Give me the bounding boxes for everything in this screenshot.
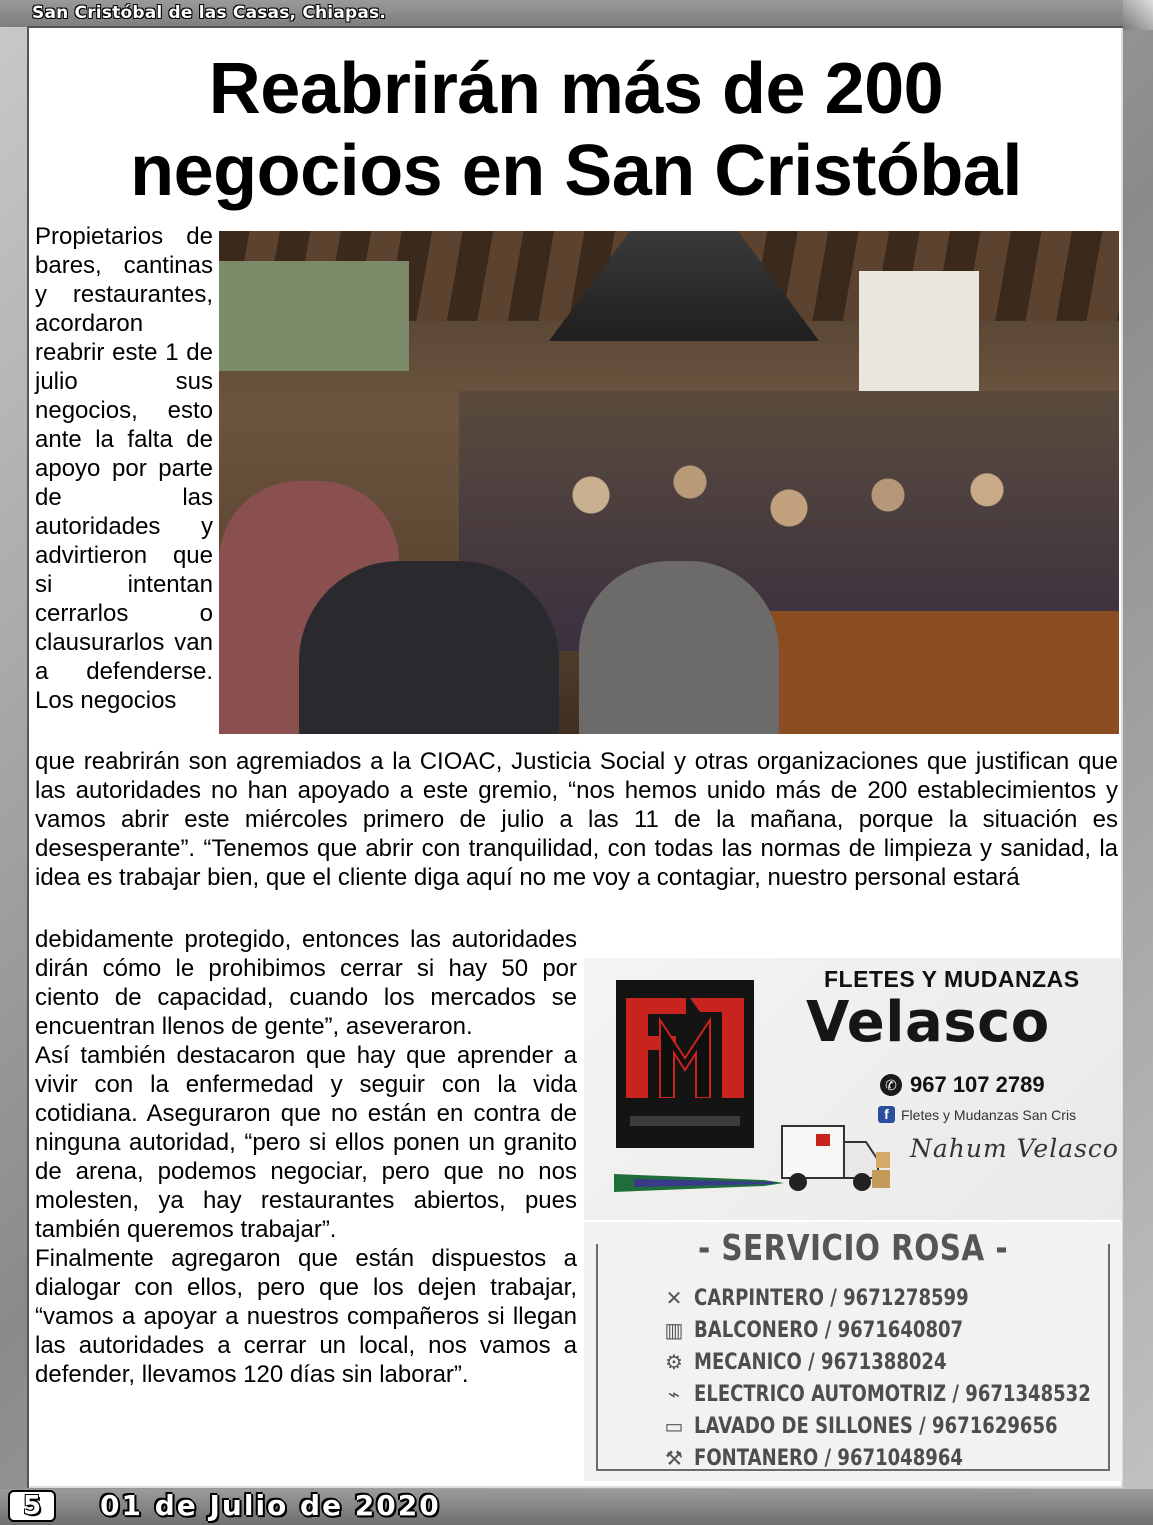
headline xyxy=(30,48,1122,212)
headline-line-1: Reabrirán más de 200 xyxy=(208,49,944,129)
article-column-full xyxy=(35,747,1118,892)
speed-lines-icon xyxy=(614,1170,784,1196)
rosa-service-item: ▭ LAVADO DE SILLONES / 9671629656 xyxy=(660,1410,1122,1442)
article-paragraph-quote: que reabrirán son agremiados a la CIOAC, Justicia Social y otras organizaciones que justifican que las autoridades no han apoyado a este gremio, “nos hemos unido más de 200 establecimientos y vamos abrir este miércoles primero de julio a las 11 de la mañana, porque la situación es desesperante”. “Tenemos que abrir con tranquilidad, con todas las normas de limpieza y sanidad, la idea es trabajar bien, que el cliente diga aquí no me voy a contagiar, nuestro personal estará xyxy=(35,748,1118,891)
velasco-facebook-row xyxy=(878,1106,1076,1123)
engine-icon: ⚙ xyxy=(665,1351,683,1374)
rosa-title: - SERVICIO ROSA - xyxy=(691,1228,1014,1269)
rosa-service-item: ⚒ FONTANERO / 9671048964 xyxy=(660,1442,1122,1474)
rosa-service-item: ⌁ ELECTRICO AUTOMOTRIZ / 9671348532 xyxy=(660,1378,1122,1410)
location-label: San Cristóbal de las Casas, Chiapas. xyxy=(32,3,387,23)
plumbing-icon: ⚒ xyxy=(665,1447,683,1470)
header-bar xyxy=(0,0,1153,27)
rosa-service-item: ▥ BALCONERO / 9671640807 xyxy=(660,1314,1122,1346)
tools-icon: ✕ xyxy=(665,1287,683,1310)
velasco-facebook: Fletes y Mudanzas San Cris xyxy=(901,1106,1077,1123)
rosa-service-item: ⚙ MECANICO / 9671388024 xyxy=(660,1346,1122,1378)
balcony-icon: ▥ xyxy=(664,1319,684,1342)
article-column-left xyxy=(35,925,577,1389)
velasco-phone: 967 107 2789 xyxy=(910,1072,1045,1097)
ad-fletes-velasco xyxy=(584,958,1122,1220)
velasco-logo xyxy=(616,980,754,1148)
whatsapp-icon: ✆ xyxy=(880,1074,902,1096)
truck-icon xyxy=(776,1112,896,1204)
velasco-brand: Velasco xyxy=(806,990,1050,1055)
article-paragraph-3: Así también destacaron que hay que aprender a vivir con la enfermedad y seguir con la vida cotidiana. Aseguraron que no están en contra de ninguna autoridad, “pero si ellos ponen un granito de arena, podemos negociar, pero que no nos molesten, ya hay restaurantes abiertos, pues también queremos trabajar”. xyxy=(35,1042,577,1243)
velasco-signature: Nahum Velasco xyxy=(910,1134,1119,1163)
article-paragraph-4: Finalmente agregaron que están dispuestos a dialogar con ellos, pero que los dejen trabajar, “vamos a apoyar a nuestros compañeros si llegan las autoridades a cerrar un local, nos vamos a defender, llevamos 120 días sin laborar”. xyxy=(35,1245,577,1388)
headline-line-2: negocios en San Cristóbal xyxy=(130,131,1022,211)
page-number: 5 xyxy=(8,1490,56,1522)
ad-servicio-rosa xyxy=(584,1222,1122,1481)
rosa-service-item: ✕ CARPINTERO / 9671278599 xyxy=(660,1282,1122,1314)
article-column-narrow xyxy=(35,222,213,715)
velasco-phone-row xyxy=(880,1072,1045,1098)
meeting-photo xyxy=(219,231,1119,734)
rosa-services-list xyxy=(660,1282,1122,1474)
fm-logo-icon xyxy=(626,998,744,1098)
facebook-icon: f xyxy=(878,1106,895,1123)
article-paragraph-intro: Propietarios de bares, cantinas y restaurantes, acordaron reabrir este 1 de julio sus negocios, esto ante la falta de apoyo por parte de las autoridades y advirtieron que si intentan cerrarlos o clausurarlos van a defenderse. Los negocios xyxy=(35,223,213,714)
velasco-title: FLETES Y MUDANZAS xyxy=(824,966,1080,992)
article-paragraph-2: debidamente protegido, entonces las autoridades dirán cómo le prohibimos cerrar si hay 50 por ciento de capacidad, cuando los mercados se encuentran llenos de gente”, aseveraron. xyxy=(35,926,577,1040)
frame-corner xyxy=(1123,0,1153,30)
car-electric-icon: ⌁ xyxy=(667,1383,681,1406)
sofa-icon: ▭ xyxy=(664,1415,684,1438)
issue-date: 01 de Julio de 2020 xyxy=(100,1489,441,1522)
